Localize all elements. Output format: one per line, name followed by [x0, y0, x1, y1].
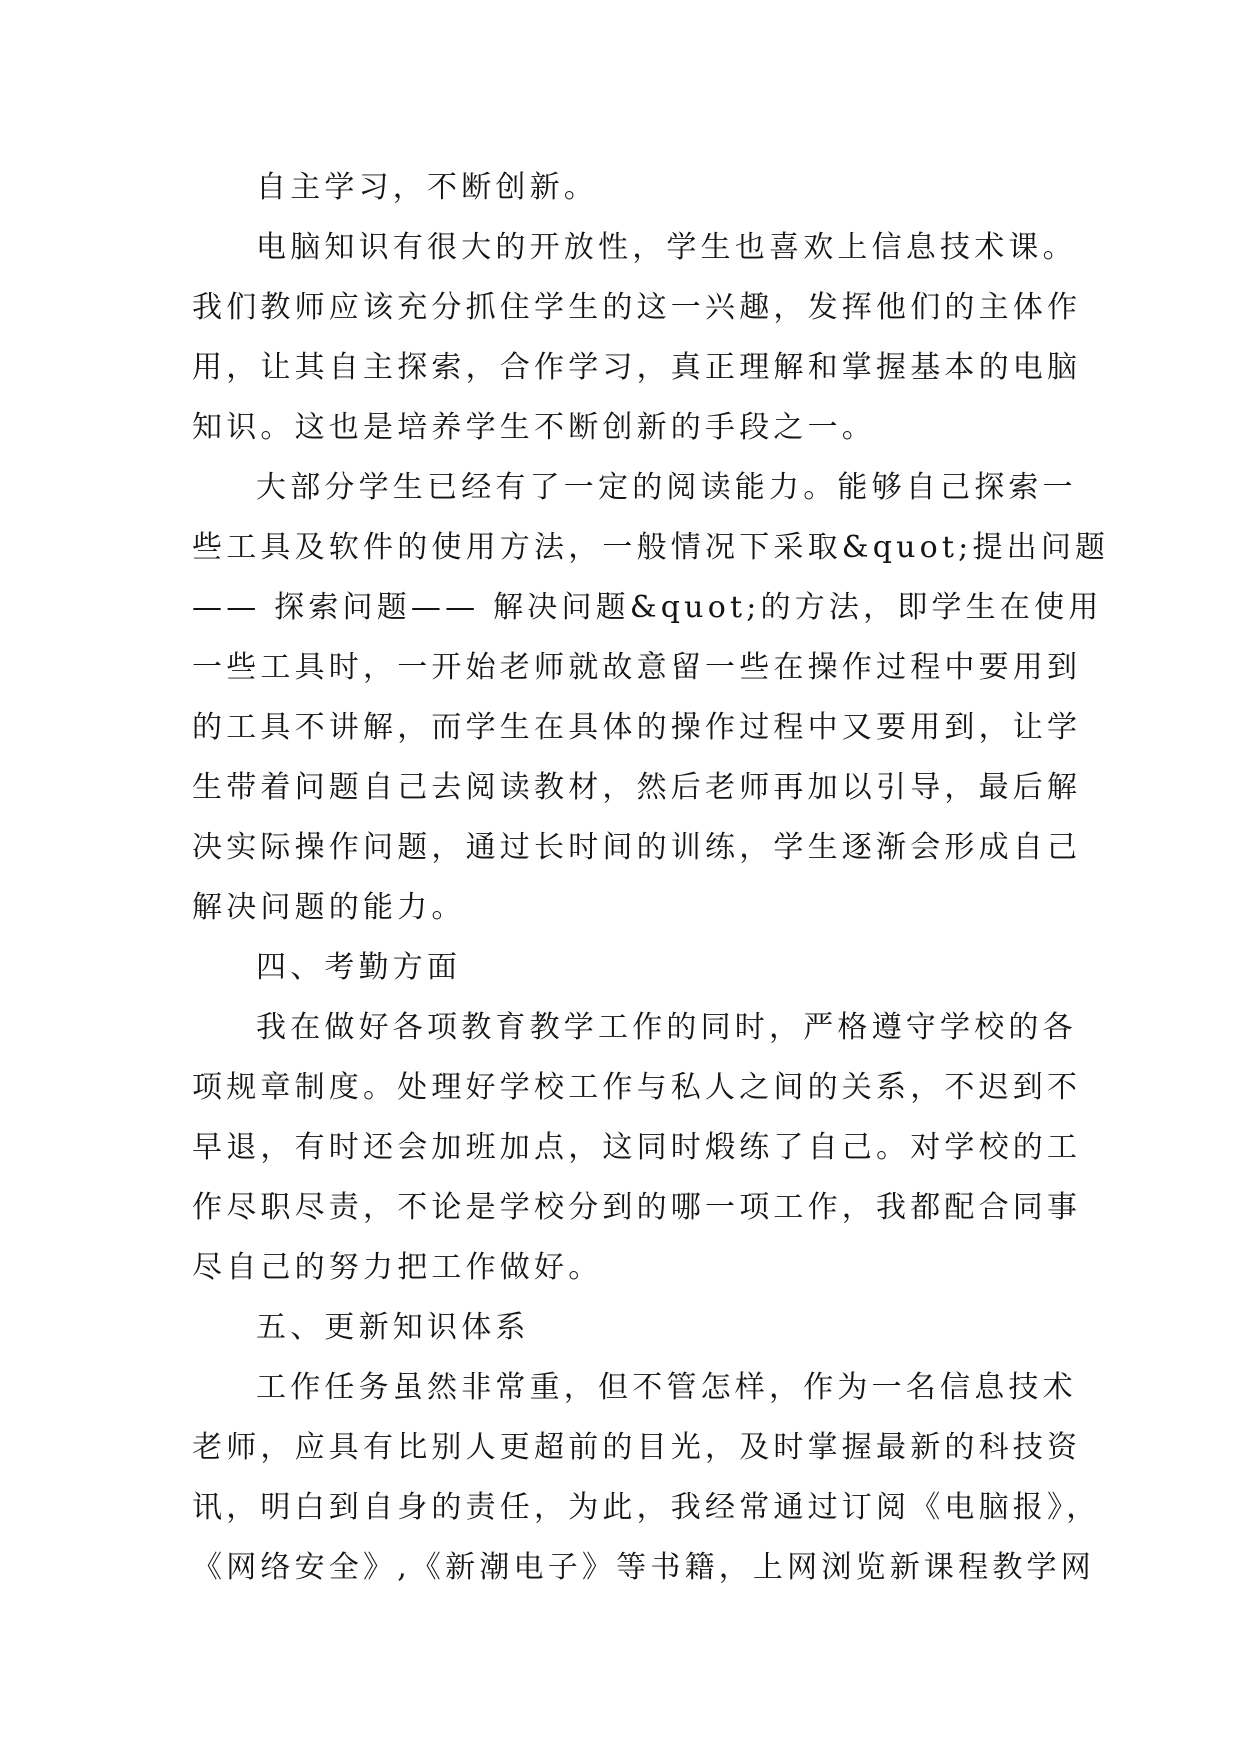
paragraph-line: 工作任务虽然非常重，但不管怎样，作为一名信息技术: [256, 1370, 1077, 1405]
paragraph-line: 的工具不讲解，而学生在具体的操作过程中又要用到，让学: [192, 710, 1082, 745]
paragraph-line: 我在做好各项教育教学工作的同时，严格遵守学校的各: [256, 1010, 1077, 1045]
paragraph-line: 大部分学生已经有了一定的阅读能力。能够自己探索一: [256, 470, 1077, 505]
paragraph-line: 些工具及软件的使用方法，一般情况下采取&quot;提出问题: [192, 530, 1110, 565]
paragraph-line: 早退，有时还会加班加点，这同时煅练了自己。对学校的工: [192, 1130, 1082, 1165]
section-heading: 五、更新知识体系: [256, 1310, 530, 1345]
paragraph-line: 项规章制度。处理好学校工作与私人之间的关系，不迟到不: [192, 1070, 1082, 1105]
paragraph-line: 老师，应具有比别人更超前的目光，及时掌握最新的科技资: [192, 1430, 1082, 1465]
paragraph-line: —— 探索问题—— 解决问题&quot;的方法，即学生在使用: [192, 590, 1103, 625]
paragraph-line: 一些工具时，一开始老师就故意留一些在操作过程中要用到: [192, 650, 1082, 685]
paragraph-line: 讯，明白到自身的责任，为此，我经常通过订阅《电脑报》，: [192, 1490, 1101, 1525]
paragraph-line: 决实际操作问题，通过长时间的训练，学生逐渐会形成自己: [192, 830, 1082, 865]
paragraph-line: 知识。这也是培养学生不断创新的手段之一。: [192, 410, 876, 445]
paragraph-line: 作尽职尽责，不论是学校分到的哪一项工作，我都配合同事: [192, 1190, 1082, 1225]
paragraph-line: 用，让其自主探索，合作学习，真正理解和掌握基本的电脑: [192, 350, 1082, 385]
paragraph-line: 自主学习，不断创新。: [256, 170, 598, 205]
paragraph-line: 电脑知识有很大的开放性，学生也喜欢上信息技术课。: [256, 230, 1077, 265]
paragraph-line: 我们教师应该充分抓住学生的这一兴趣，发挥他们的主体作: [192, 290, 1082, 325]
paragraph-line: 《网络安全》,《新潮电子》等书籍，上网浏览新课程教学网: [192, 1550, 1095, 1585]
paragraph-line: 尽自己的努力把工作做好。: [192, 1250, 603, 1285]
section-heading: 四、考勤方面: [256, 950, 462, 985]
paragraph-line: 生带着问题自己去阅读教材，然后老师再加以引导，最后解: [192, 770, 1082, 805]
paragraph-line: 解决问题的能力。: [192, 890, 466, 925]
